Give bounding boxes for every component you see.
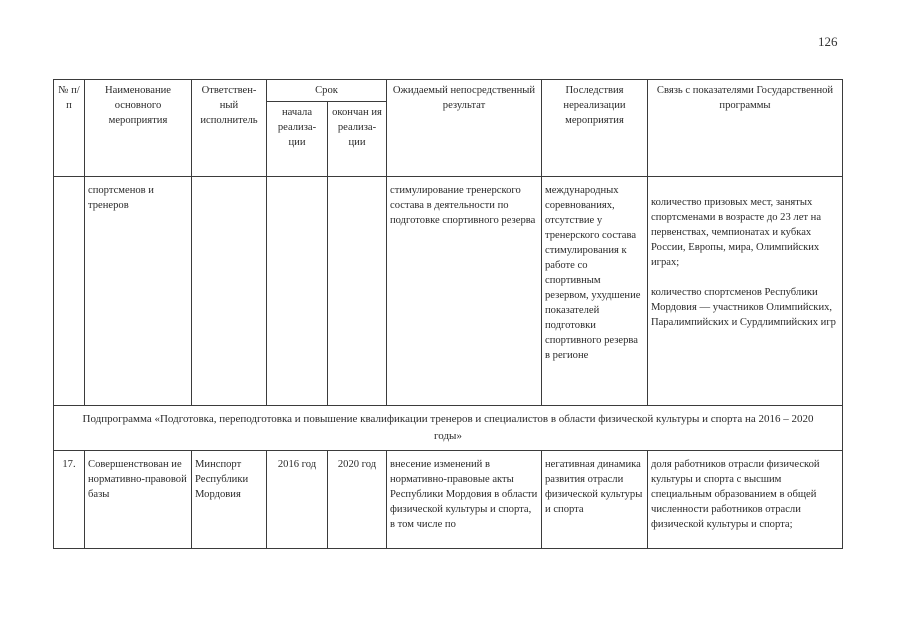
row-link-indicator-1: количество призовых мест, занятых спортсменами в возрасте до 23 лет на первенствах, чемпионатах и кубках России, Европы, мира, Олимпийских играх; xyxy=(651,197,822,268)
row-start: 2016 год xyxy=(267,451,328,549)
row-link xyxy=(648,177,843,406)
header-link: Связь с показателями Государственной программы xyxy=(648,80,843,177)
row-link-indicator-2: количество спортсменов Республики Мордовия — участников Олимпийских, Паралимпийских и Сурдлимпийских игр xyxy=(651,287,836,328)
page-number: 126 xyxy=(818,34,838,49)
row-name: Совершенствован ие нормативно-правовой базы xyxy=(85,451,192,549)
row-link: доля работников отрасли физической культуры и спорта с высшим специальным образованием в общей численности работников отрасли физической культуры и спорта; xyxy=(648,451,843,549)
row-end xyxy=(328,177,387,406)
header-period-start: начала реализа-ции xyxy=(267,102,328,177)
subprogram-title: Подпрограмма «Подготовка, переподготовка и повышение квалификации тренеров и специалистов в области физической культуры и спорта на 2016 – 2020 годы» xyxy=(54,406,843,451)
header-name: Наименование основного мероприятия xyxy=(85,80,192,177)
row-expected: внесение изменений в нормативно-правовые акты Республики Мордовия в области физической культуры и спорта, в том числе по xyxy=(387,451,542,549)
header-consequences: Последствия нереализации мероприятия xyxy=(542,80,648,177)
row-responsible: Минспорт Республики Мордовия xyxy=(192,451,267,549)
activities-table xyxy=(53,79,843,549)
subprogram-row xyxy=(54,406,843,451)
row-consequences: международных соревнованиях, отсутствие у тренерского состава стимулирования к работе со спортивным резервом, ухудшение показателей подготовки спортивного резерва в регионе xyxy=(542,177,648,406)
header-period-end: окончан ия реализа-ции xyxy=(328,102,387,177)
table-row xyxy=(54,451,843,549)
row-consequences: негативная динамика развития отрасли физической культуры и спорта xyxy=(542,451,648,549)
header-num: № п/п xyxy=(54,80,85,177)
header-expected: Ожидаемый непосредственный результат xyxy=(387,80,542,177)
row-num: 17. xyxy=(54,451,85,549)
header-period: Срок xyxy=(267,80,387,102)
header-row xyxy=(54,80,843,102)
row-responsible xyxy=(192,177,267,406)
row-expected: стимулирование тренерского состава в деятельности по подготовке спортивного резерва xyxy=(387,177,542,406)
row-end: 2020 год xyxy=(328,451,387,549)
row-start xyxy=(267,177,328,406)
row-num xyxy=(54,177,85,406)
row-name: спортсменов и тренеров xyxy=(85,177,192,406)
header-responsible: Ответствен-ный исполнитель xyxy=(192,80,267,177)
table-row xyxy=(54,177,843,406)
